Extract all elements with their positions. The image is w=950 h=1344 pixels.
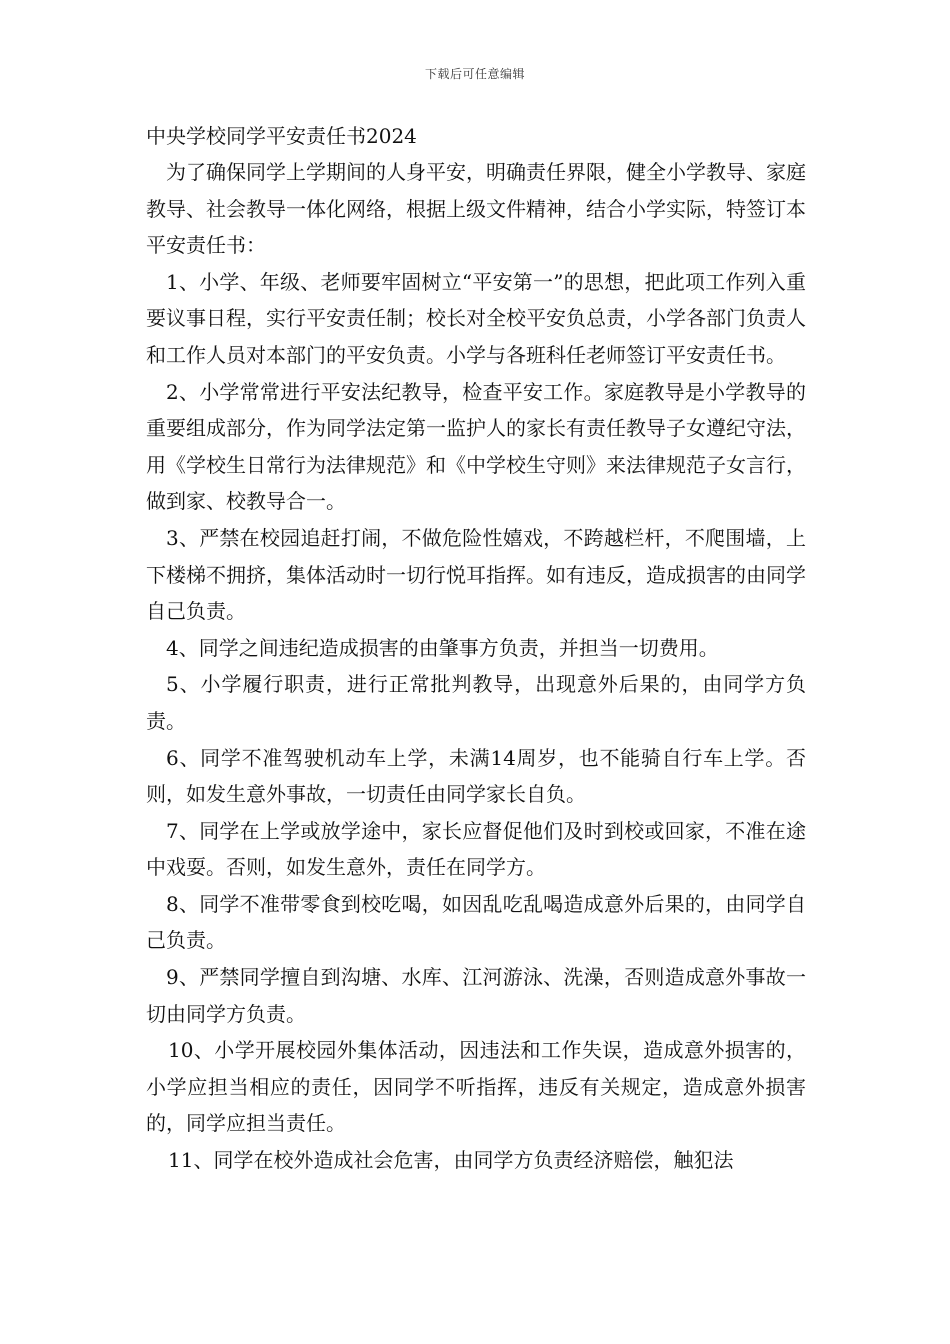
list-item-9: 9、严禁同学擅自到沟塘、水库、江河游泳、洗澡，否则造成意外事故一切由同学方负责。	[146, 965, 806, 1026]
header-note: 下载后可任意编辑	[424, 67, 525, 81]
list-item-1: 1、小学、年级、老师要牢固树立“平安第一”的思想，把此项工作列入重要议事日程，实行平安责任制；校长对全校平安负总责，小学各部门负责人和工作人员对本部门的平安负责。小学与各班科任老师签订平安责任书。	[146, 269, 806, 367]
list-item-10: 10、小学开展校园外集体活动，因违法和工作失误，造成意外损害的，小学应担当相应的责任，因同学不听指挥，违反有关规定，造成意外损害的，同学应担当责任。	[146, 1038, 806, 1136]
intro-paragraph: 为了确保同学上学期间的人身平安，明确责任界限，健全小学教导、家庭教导、社会教导一体化网络，根据上级文件精神，结合小学实际，特签订本平安责任书：	[146, 160, 806, 258]
list-item-2: 2、小学常常进行平安法纪教导，检查平安工作。家庭教导是小学教导的重要组成部分，作为同学法定第一监护人的家长有责任教导子女遵纪守法，用《学校生日常行为法律规范》和《中学校生守则》来法律规范子女言行，做到家、校教导合一。	[146, 379, 806, 514]
list-item-7: 7、同学在上学或放学途中，家长应督促他们及时到校或回家，不准在途中戏耍。否则，如发生意外，责任在同学方。	[146, 818, 806, 880]
list-item-8: 8、同学不准带零食到校吃喝，如因乱吃乱喝造成意外后果的，由同学自己负责。	[146, 891, 806, 953]
list-item-4: 4、同学之间违纪造成损害的由肇事方负责，并担当一切费用。	[166, 635, 719, 660]
document-body	[146, 118, 806, 1179]
list-item-11: 11、同学在校外造成社会危害，由同学方负责经济赔偿，触犯法	[168, 1148, 734, 1173]
list-item-5: 5、小学履行职责，进行正常批判教导，出现意外后果的，由同学方负责。	[146, 672, 806, 733]
list-item-6: 6、同学不准驾驶机动车上学，未满14周岁，也不能骑自行车上学。否则，如发生意外事故，一切责任由同学家长自负。	[146, 745, 806, 807]
list-item-3: 3、严禁在校园追赶打闹，不做危险性嬉戏，不跨越栏杆，不爬围墙，上下楼梯不拥挤，集体活动时一切行悦耳指挥。如有违反，造成损害的由同学自己负责。	[146, 525, 806, 624]
document-title: 中央学校同学平安责任书2024	[146, 124, 417, 148]
